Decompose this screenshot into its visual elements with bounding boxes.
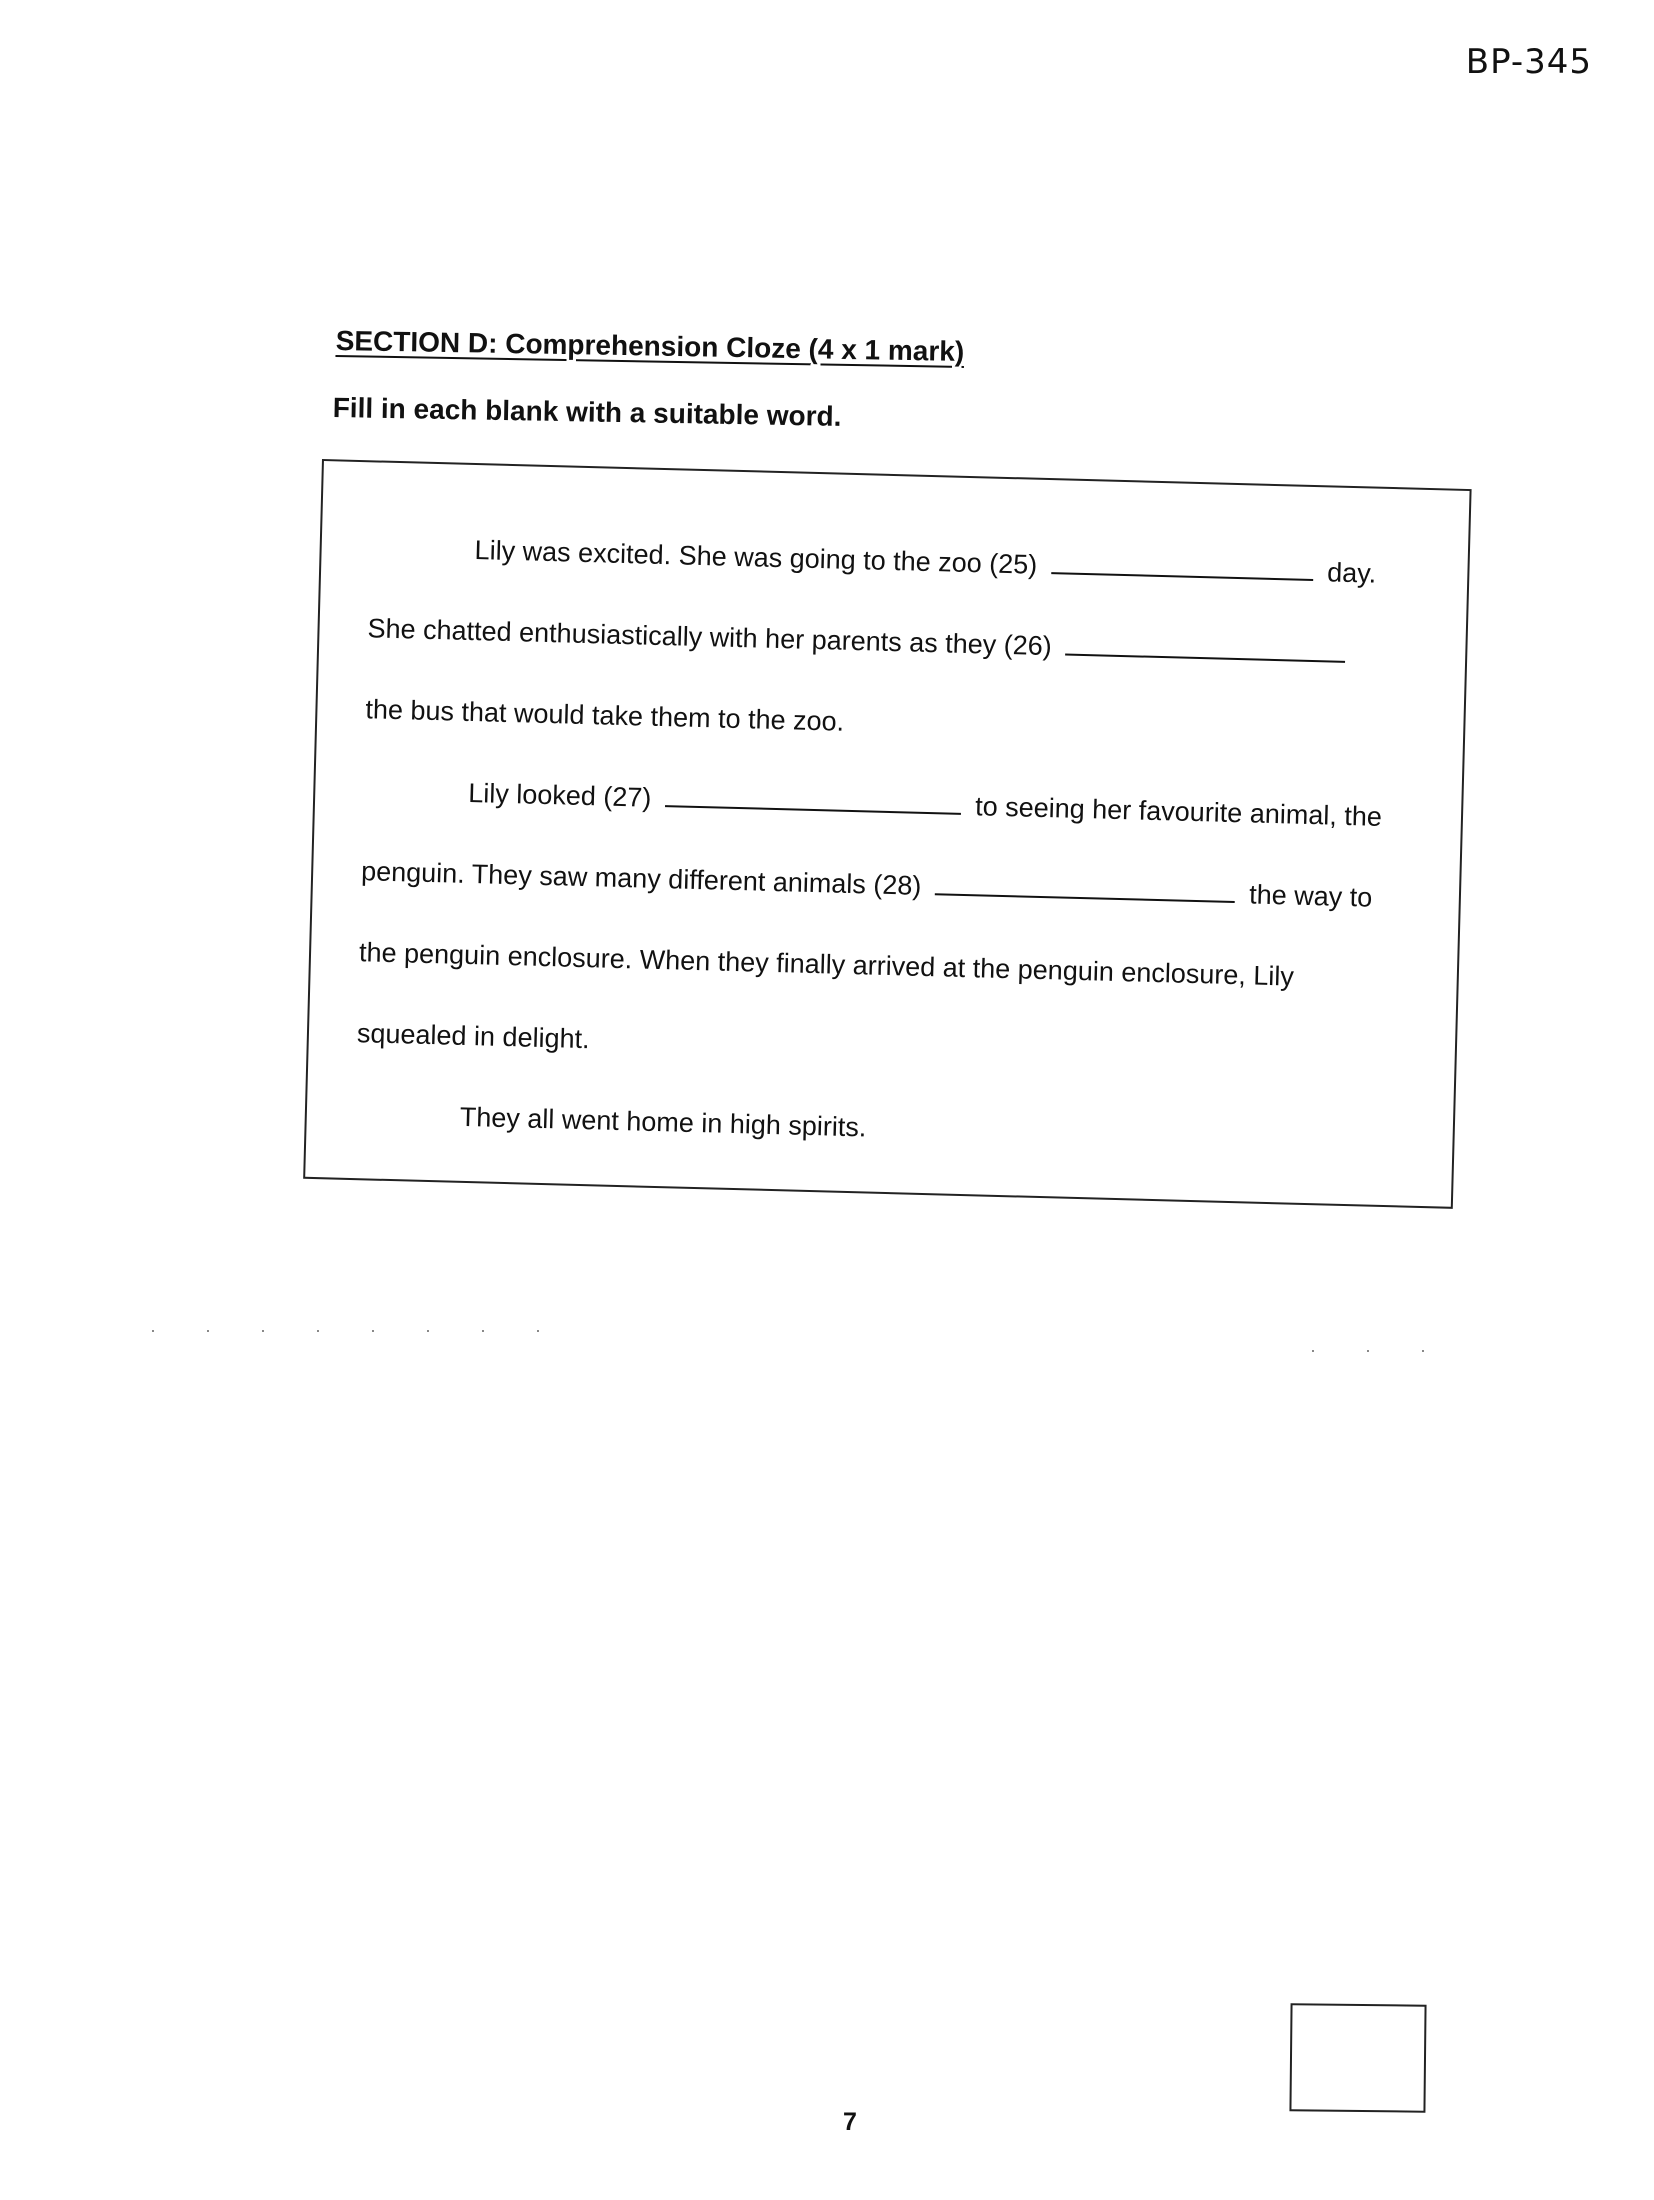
scan-dots: · · · · · · · · — [150, 1320, 563, 1340]
passage-text: Lily looked (27) — [467, 777, 652, 813]
passage-text: the bus that would take them to the zoo. — [365, 694, 845, 737]
passage-text: the way to — [1248, 879, 1373, 913]
passage-text: Lily was excited. She was going to the zoo (25) — [474, 535, 1038, 580]
answer-blank-26[interactable] — [1065, 653, 1345, 663]
passage-text: squealed in delight. — [356, 1018, 590, 1055]
marks-box[interactable] — [1289, 2003, 1426, 2112]
page-number: 7 — [843, 2108, 857, 2136]
passage-text: to seeing her favourite animal, the — [974, 791, 1383, 832]
answer-blank-28[interactable] — [935, 892, 1235, 903]
answer-blank-25[interactable] — [1051, 571, 1313, 581]
answer-blank-27[interactable] — [665, 804, 961, 815]
passage-text: She chatted enthusiastically with her parents as they (26) — [367, 613, 1053, 662]
section-heading: SECTION D: Comprehension Cloze (4 x 1 mark) — [335, 325, 965, 367]
paper-code: BP-345 — [1465, 42, 1592, 82]
cloze-passage — [353, 532, 1418, 1207]
passage-box — [303, 459, 1471, 1209]
passage-text: They all went home in high spirits. — [459, 1101, 867, 1143]
passage-text: the penguin enclosure. When they finally arrived at the penguin enclosure, Lily — [358, 937, 1295, 992]
scan-dots: · · · — [1310, 1340, 1448, 1360]
passage-text: day. — [1326, 557, 1377, 589]
passage-text: penguin. They saw many different animals (28) — [360, 856, 922, 901]
instruction-text: Fill in each blank with a suitable word. — [332, 392, 842, 432]
